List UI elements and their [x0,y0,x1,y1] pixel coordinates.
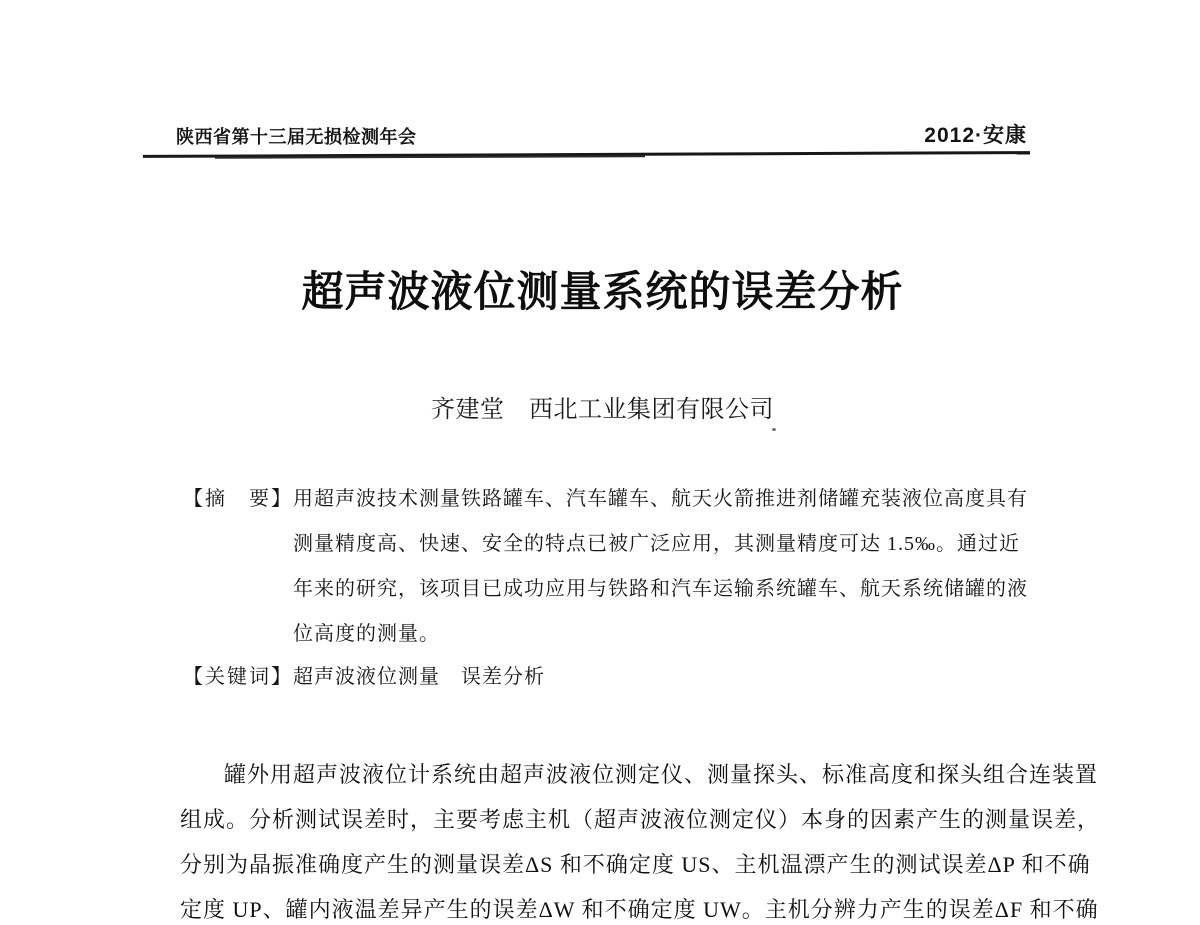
abstract-line: 测量精度高、快速、安全的特点已被广泛应用，其测量精度可达 1.5‰。通过近 [293,533,1020,555]
abstract-label: 【摘 要】 [183,488,293,510]
page-header [176,119,1027,149]
keywords-section [183,655,545,700]
header-rule-scan-artifact [215,155,645,159]
keywords-text: 超声波液位测量 误差分析 [293,666,545,688]
abstract-line: 位高度的测量。 [293,623,440,645]
body-line: 组成。分析测试误差时，主要考虑主机（超声波液位测定仪）本身的因素产生的测量误差， [180,807,1101,832]
body-paragraph [180,752,1105,925]
body-line: 分别为晶振准确度产生的测量误差ΔS 和不确定度 US、主机温漂产生的测试误差ΔP 和不确 [180,852,1091,877]
body-line: 定度 UP、罐内液温差异产生的误差ΔW 和不确定度 UW。主机分辨力产生的误差ΔF 和不确 [180,897,1099,922]
conference-name: 陕西省第十三届无损检测年会 [176,127,417,147]
abstract-line: 年来的研究，该项目已成功应用与铁路和汽车运输系统罐车、航天系统储罐的液 [293,578,1028,600]
paper-title: 超声波液位测量系统的误差分析 [301,268,904,315]
abstract-text [293,477,1028,657]
author-affiliation: 齐建堂 西北工业集团有限公司 [431,397,774,423]
keywords-label: 【关键词】 [183,666,293,688]
body-line: 罐外用超声波液位计系统由超声波液位测定仪、测量探头、标准高度和探头组合连装置 [224,762,1099,787]
abstract-line: 用超声波技术测量铁路罐车、汽车罐车、航天火箭推进剂储罐充装液位高度具有 [293,488,1028,510]
scan-speck [772,428,776,431]
conference-year-location: 2012·安康 [924,124,1027,147]
abstract-section [183,477,1028,657]
